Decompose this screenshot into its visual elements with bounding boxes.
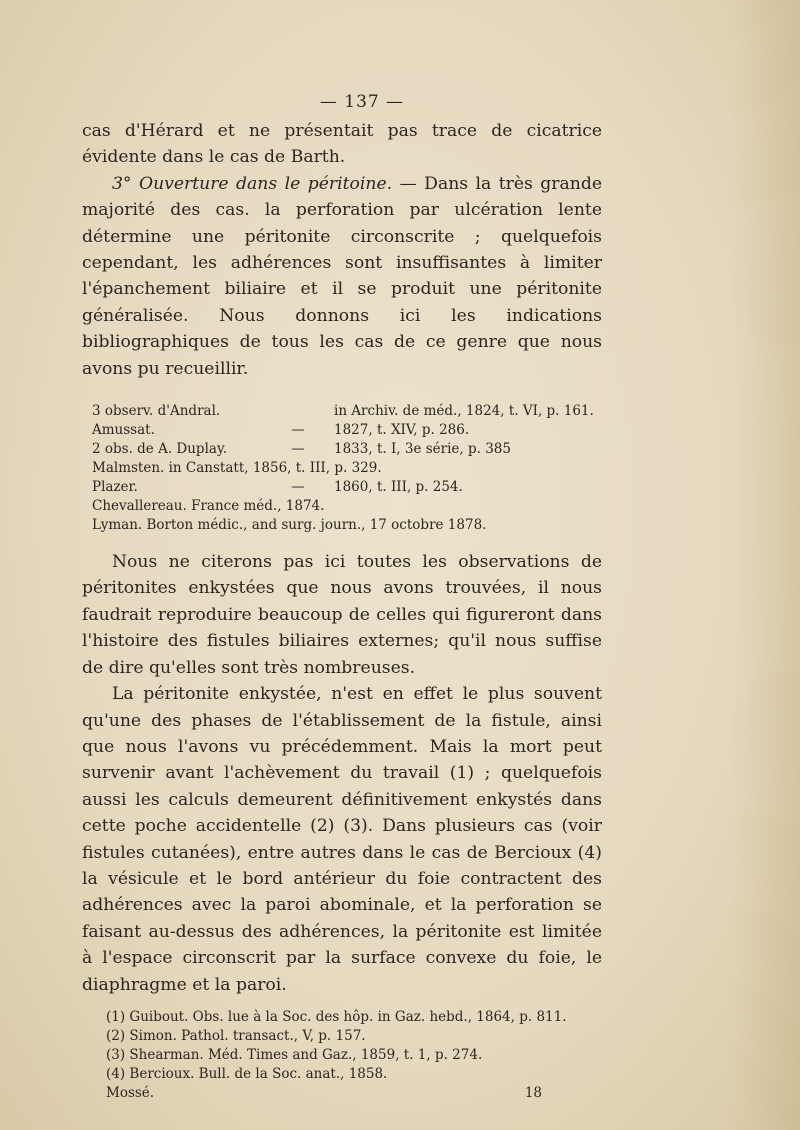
bibliography-entry: Lyman. Borton médic., and surg. journ., 17 octobre 1878.	[92, 517, 487, 534]
footnote: (1) Guibout. Obs. lue à la Soc. des hôp. in Gaz. hebd., 1864, p. 811.	[106, 1008, 567, 1025]
footnote: (3) Shearman. Méd. Times and Gaz., 1859, t. 1, p. 274.	[106, 1046, 483, 1063]
footnote: (4) Bercioux. Bull. de la Soc. anat., 1858.	[106, 1065, 388, 1082]
bibliography-entry: 3 observ. d'Andral. in Archiv. de méd., 1824, t. VI, p. 161.	[92, 403, 594, 420]
paragraph-2	[82, 171, 602, 382]
paragraph-3: Nous ne citerons pas ici toutes les observations de péritonites enkystées que nous avons trouvées, il nous faudrait reproduire beaucoup de celles qui figureront dans l'histoire des fistules biliaires externes; qu'il nous suffise de dire qu'elles sont très nombreuses.	[82, 552, 602, 678]
page-edge-shadow	[730, 0, 800, 1130]
bibliography-entry: Malmsten. in Canstatt, 1856, t. III, p. 329.	[92, 460, 382, 477]
paragraph-4: La péritonite enkystée, n'est en effet le plus souvent qu'une des phases de l'établissement de la fistule, ainsi que nous l'avons vu précédemment. Mais la mort peut survenir avant l'achèvement du travail (1) ; quelquefois aussi les calculs demeurent définitivement enkystés dans cette poche accidentelle (2) (3). Dans plusieurs cas (voir fistules cutanées), entre autres dans le cas de Bercioux (4) la vésicule et le bord antérieur du foie contractent des adhérences avec la paroi abominale, et la perforation se faisant au-dessus des adhérences, la péritonite est limitée à l'espace circonscrit par la surface convexe du foie, le diaphragme et la paroi.	[82, 684, 602, 995]
bibliography-entry: Plazer. — 1860, t. III, p. 254.	[92, 479, 463, 496]
bibliography-entry: 2 obs. de A. Duplay. — 1833, t. I, 3e série, p. 385	[92, 441, 511, 458]
section-heading: 3° Ouverture dans le péritoine.	[112, 173, 393, 194]
page-footer	[82, 1084, 602, 1103]
footnotes	[82, 1008, 602, 1084]
sheet-number: 18	[524, 1084, 542, 1101]
bibliography-entry: Chevallereau. France méd., 1874.	[92, 498, 325, 515]
paragraph-1: cas d'Hérard et ne présentait pas trace de cicatrice évidente dans le cas de Barth.	[82, 121, 602, 168]
page-number: — 137 —	[319, 92, 405, 112]
signature-mark: Mossé.	[106, 1084, 155, 1101]
footnote: (2) Simon. Pathol. transact., V, p. 157.	[106, 1027, 366, 1044]
paragraph-2-text: — Dans la très grande majorité des cas. la perforation par ulcération lente détermine une péritonite circonscrite ; quelquefois cependant, les adhérences sont insuffisantes à limiter l'épanchement biliaire et il se produit une péritonite généralisée. Nous donnons ici les indications bibliographiques de tous les cas de ce genre que nous avons pu recueillir.	[82, 173, 602, 379]
bibliography-list	[82, 402, 602, 535]
bibliography-entry: Amussat. — 1827, t. XIV, p. 286.	[92, 422, 470, 439]
book-page	[82, 92, 602, 1103]
